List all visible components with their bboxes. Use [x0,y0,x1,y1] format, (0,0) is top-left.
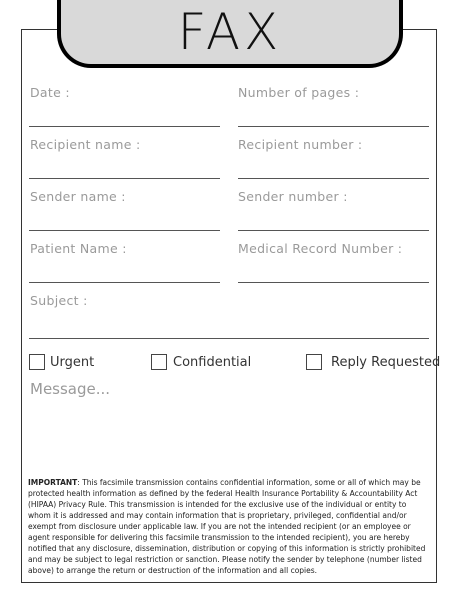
urgent-label: Urgent [50,355,95,370]
sender-number-label: Sender number : [238,189,348,204]
sender-name-label: Sender name : [30,189,126,204]
subject-field[interactable] [29,338,429,339]
patient-name-label: Patient Name : [30,241,127,256]
sender-number-field[interactable] [238,230,429,231]
notice-heading: IMPORTANT [28,478,78,487]
header-tab [57,0,403,68]
recipient-name-field[interactable] [29,178,220,179]
urgent-checkbox[interactable] [29,354,45,370]
number-of-pages-field[interactable] [238,126,429,127]
recipient-name-label: Recipient name : [30,137,141,152]
recipient-number-field[interactable] [238,178,429,179]
subject-label: Subject : [30,293,88,308]
confidentiality-notice [28,477,430,576]
recipient-number-label: Recipient number : [238,137,363,152]
patient-name-field[interactable] [29,282,220,283]
date-label: Date : [30,85,70,100]
confidential-checkbox[interactable] [151,354,167,370]
reply-requested-checkbox[interactable] [306,354,322,370]
notice-text: : This facsimile transmission contains confidential information, some or all of which may be protected health information as defined by the federal Health Insurance Portability & Accountability Act (HIPAA) Privacy Rule. This transmission is intended for the exclusive use of the individual or entity to whom it is addressed and may contain information that is proprietary, privileged, confidential and/or exempt from disclosure under applicable law. If you are not the intended recipient (or an employee or agent responsible for delivering this facsimile transmission to the intended recipient), you are hereby notified that any disclosure, dissemination, distribution or copying of this information is strictly prohibited and may be subject to legal restriction or sanction. Please notify the sender by telephone (number listed above) to arrange the return or destruction of the information and all copies. [28,478,426,575]
confidential-label: Confidential [173,355,252,370]
reply-requested-label: Reply Requested [331,355,441,370]
page-title: FAX [177,3,283,61]
sender-name-field[interactable] [29,230,220,231]
message-field[interactable]: Message... [30,380,111,398]
date-field[interactable] [29,126,220,127]
medical-record-number-field[interactable] [238,282,429,283]
medical-record-number-label: Medical Record Number : [238,241,403,256]
number-of-pages-label: Number of pages : [238,85,360,100]
